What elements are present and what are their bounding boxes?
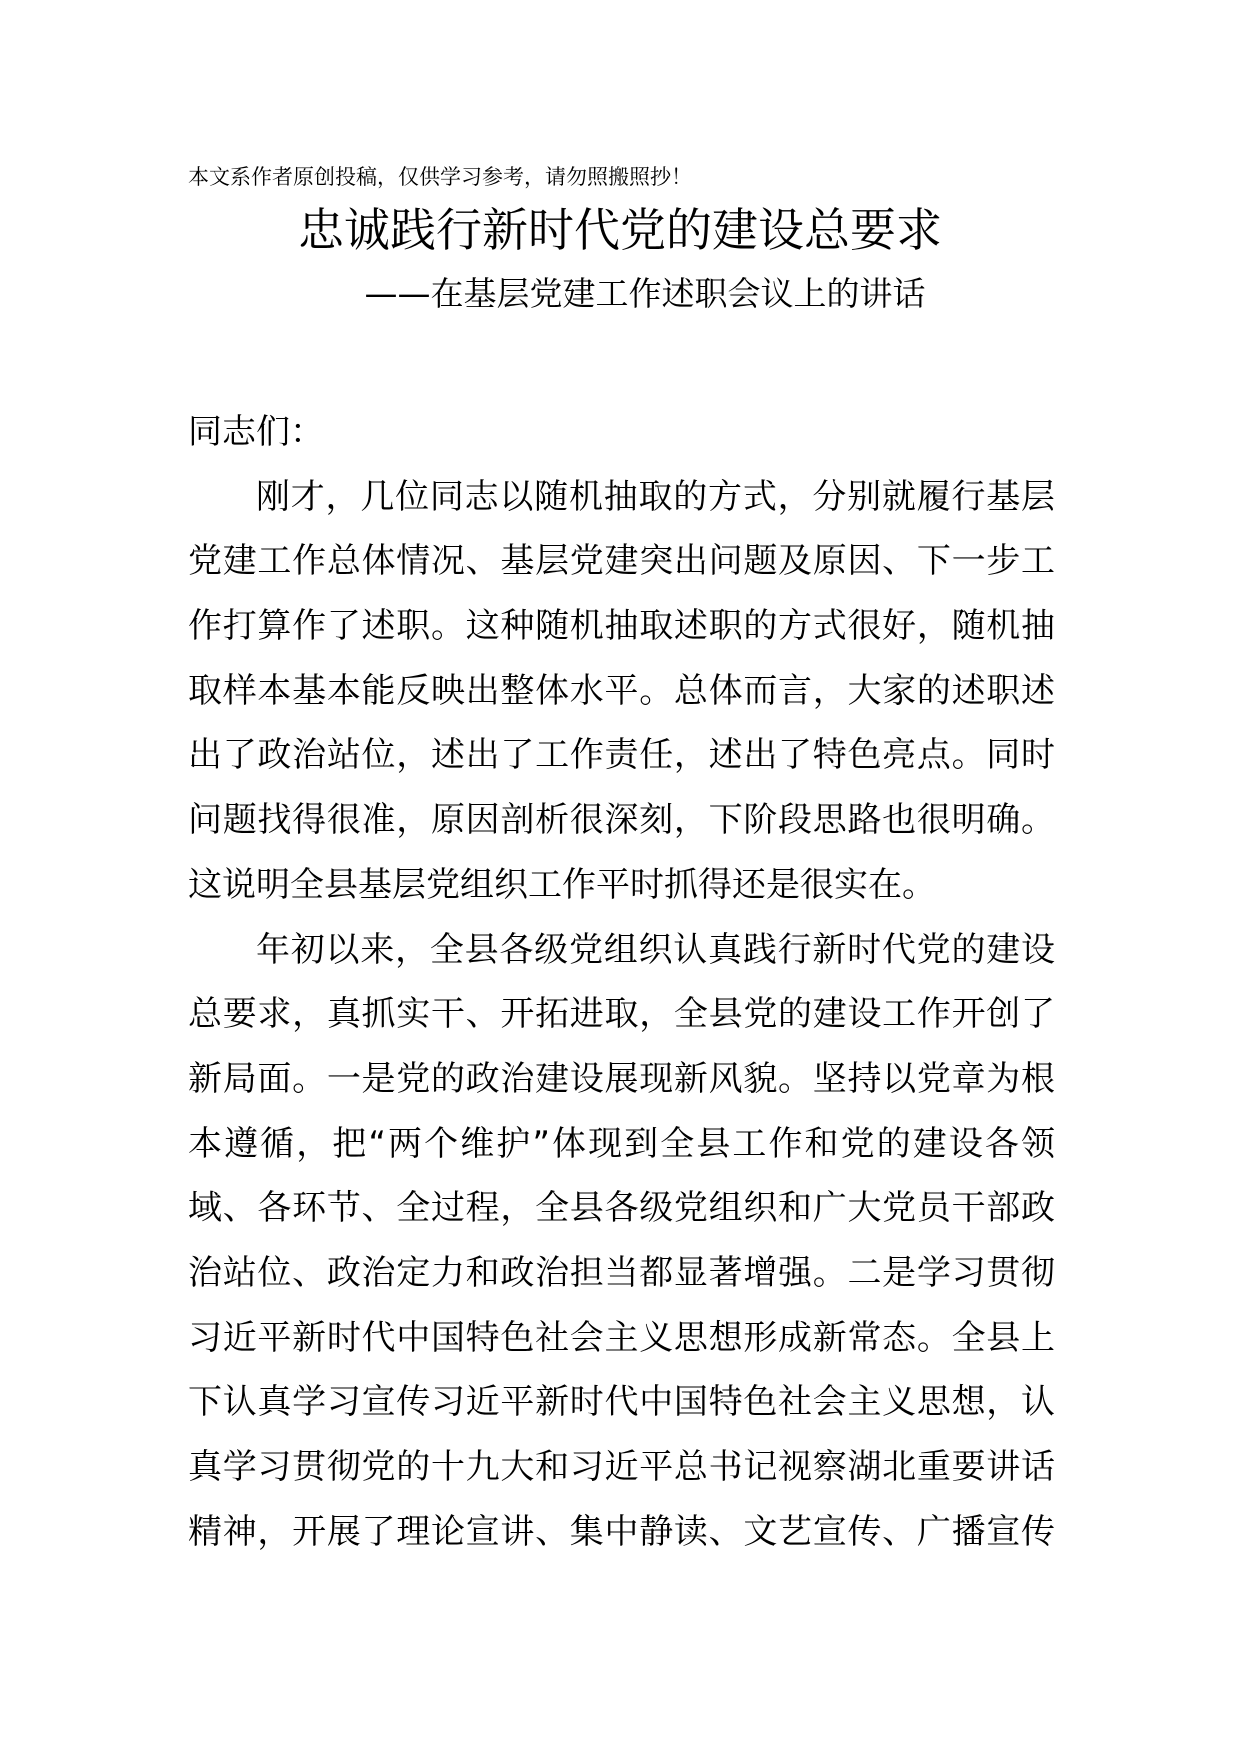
text-line: 作打算作了述职。这种随机抽取述职的方式很好，随机抽 xyxy=(188,606,1055,647)
text-line: 问题找得很准，原因剖析很深刻，下阶段思路也很明确。 xyxy=(188,800,1055,841)
paragraph xyxy=(188,465,1055,918)
text-line: 取样本基本能反映出整体水平。总体而言，大家的述职述 xyxy=(188,670,1055,711)
text-line: 年初以来，全县各级党组织认真践行新时代党的建设 xyxy=(256,929,1055,970)
text-line: 习近平新时代中国特色社会主义思想形成新常态。全县上 xyxy=(188,1317,1055,1358)
text-line: 真学习贯彻党的十九大和习近平总书记视察湖北重要讲话 xyxy=(188,1447,1055,1487)
text-line: 这说明全县基层党组织工作平时抓得还是很实在。 xyxy=(188,864,936,905)
text-line: 下认真学习宣传习近平新时代中国特色社会主义思想，认 xyxy=(188,1382,1055,1423)
document-subtitle: ——在基层党建工作述职会议上的讲话 xyxy=(364,274,926,313)
text-line: 域、各环节、全过程，全县各级党组织和广大党员干部政 xyxy=(188,1188,1055,1229)
text-line: 治站位、政治定力和政治担当都显著增强。二是学习贯彻 xyxy=(188,1252,1055,1293)
document-body xyxy=(188,400,1055,1564)
text-line: 新局面。一是党的政治建设展现新风貌。坚持以党章为根 xyxy=(188,1058,1055,1099)
document-title: 忠诚践行新时代党的建设总要求 xyxy=(298,203,942,257)
text-line: 出了政治站位，述出了工作责任，述出了特色亮点。同时 xyxy=(188,735,1055,776)
salutation: 同志们： xyxy=(188,412,324,452)
text-line: 党建工作总体情况、基层党建突出问题及原因、下一步工 xyxy=(188,541,1055,582)
text-line: 刚才，几位同志以随机抽取的方式，分别就履行基层 xyxy=(256,476,1055,517)
text-line: 精神，开展了理论宣讲、集中静读、文艺宣传、广播宣传 xyxy=(188,1511,1055,1552)
text-line: 本遵循，把“两个维护”体现到全县工作和党的建设各领 xyxy=(188,1123,1055,1164)
text-line: 总要求，真抓实干、开拓进取，全县党的建设工作开创了 xyxy=(188,994,1055,1035)
copyright-note: 本文系作者原创投稿，仅供学习参考，请勿照搬照抄！ xyxy=(188,165,692,189)
paragraph xyxy=(188,918,1055,1565)
